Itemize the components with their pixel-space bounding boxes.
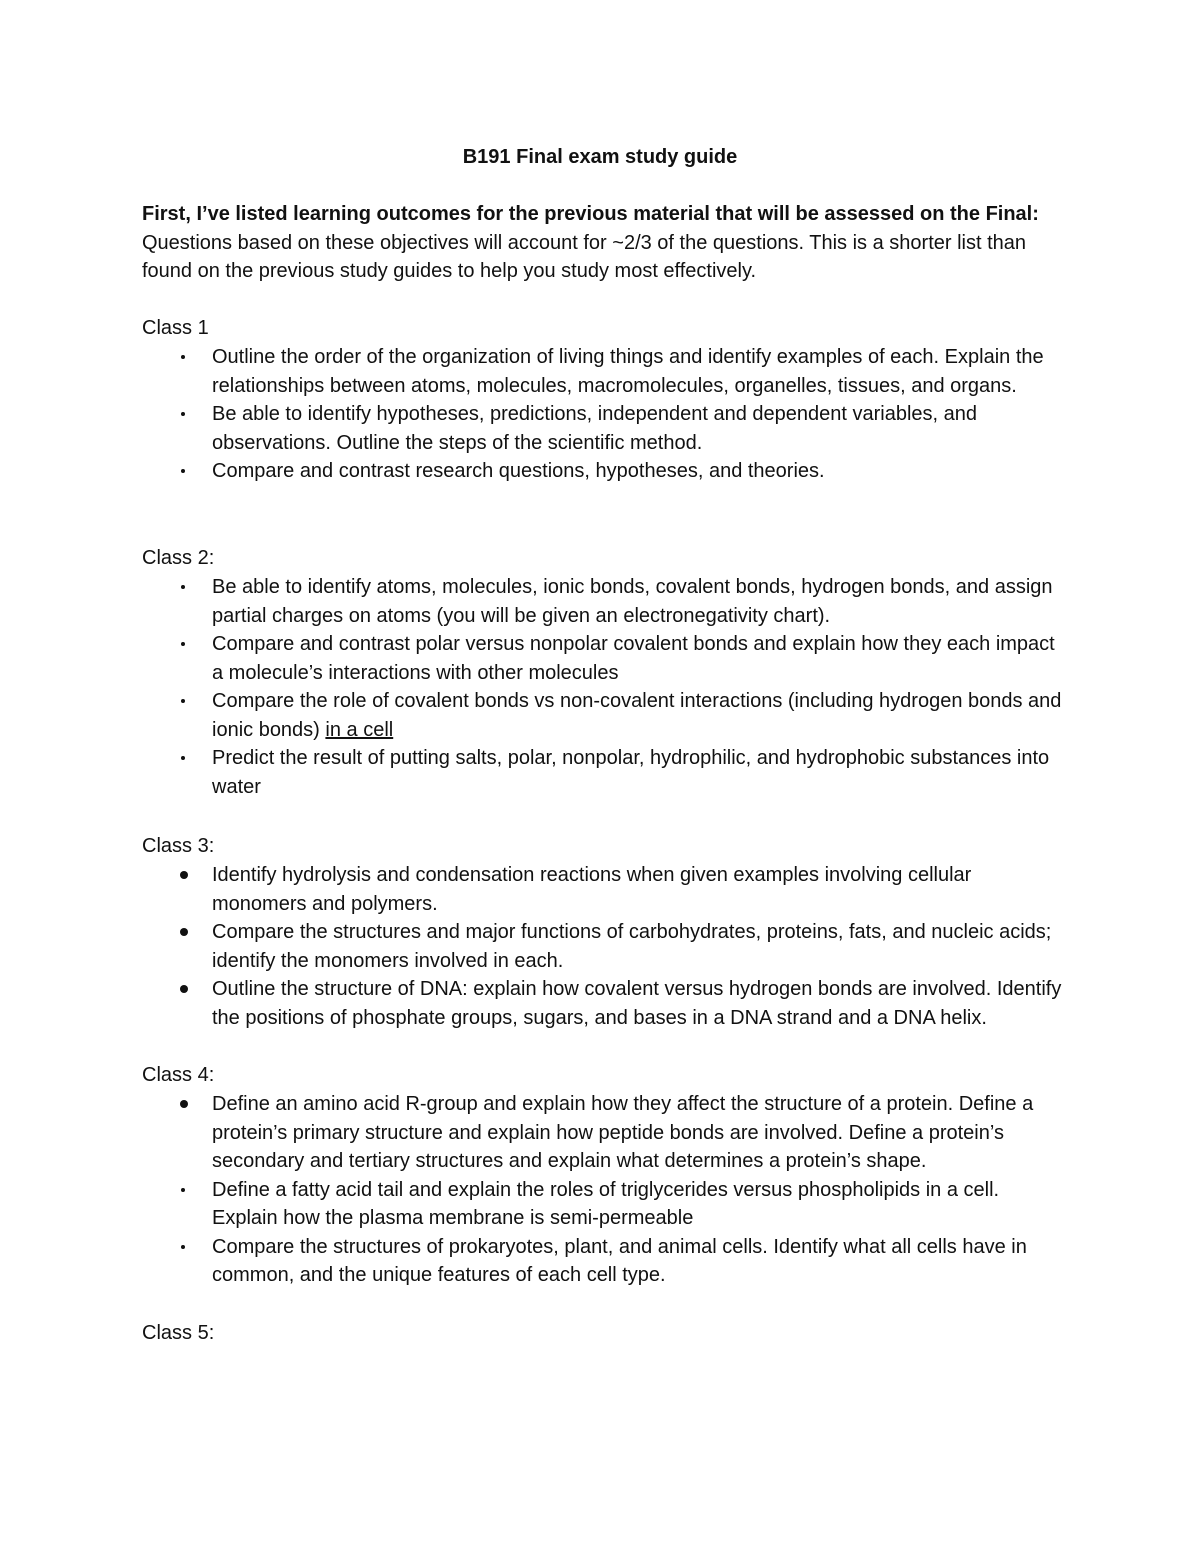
list-item	[142, 400, 1062, 457]
list-item	[142, 918, 1062, 975]
page-title: B191 Final exam study guide	[462, 146, 738, 168]
list-item	[142, 343, 1062, 400]
list-item	[142, 573, 1062, 630]
list-item	[142, 1090, 1062, 1176]
list-item-text: Outline the order of the organization of living things and identify examples of each. Explain the relationships between atoms, molecules, macromolecules, organelles, tissues, and organs.	[212, 346, 1044, 397]
list-item-text: Outline the structure of DNA: explain how covalent versus hydrogen bonds are involved. Identify the positions of phosphate groups, sugars, and bases in a DNA strand and a DNA helix.	[212, 978, 1062, 1029]
list-item	[142, 630, 1062, 687]
intro-text: Questions based on these objectives will account for ~2/3 of the questions. This is a shorter list than found on the previous study guides to help you study most effectively.	[142, 231, 1027, 282]
class-4-list	[142, 1090, 1062, 1290]
list-item-text: Predict the result of putting salts, polar, nonpolar, hydrophilic, and hydrophobic substances into water	[212, 747, 1050, 798]
list-item-text: Be able to identify hypotheses, predictions, independent and dependent variables, and observations. Outline the steps of the scientific method.	[212, 403, 977, 454]
class-3-heading: Class 3:	[142, 835, 215, 857]
list-item-text: Identify hydrolysis and condensation reactions when given examples involving cellular monomers and polymers.	[212, 864, 972, 915]
class-2-heading: Class 2:	[142, 547, 215, 569]
list-item	[142, 1233, 1062, 1290]
list-item-text: Compare the role of covalent bonds vs non-covalent interactions (including hydrogen bonds and ionic bonds)	[212, 690, 1062, 741]
class-1-list	[142, 343, 1062, 486]
class-5-heading: Class 5:	[142, 1322, 215, 1344]
underlined-text: in a cell	[325, 718, 394, 741]
list-item-text: Compare and contrast polar versus nonpolar covalent bonds and explain how they each impact a molecule’s interactions with other molecules	[212, 633, 1055, 684]
list-item	[142, 744, 1062, 801]
list-item	[142, 1176, 1062, 1233]
list-item-text: Compare the structures and major functions of carbohydrates, proteins, fats, and nucleic acids; identify the monomers involved in each.	[212, 921, 1052, 972]
list-item	[142, 861, 1062, 918]
class-4-heading: Class 4:	[142, 1064, 215, 1086]
class-1-heading: Class 1	[142, 317, 209, 339]
class-3-list	[142, 861, 1062, 1032]
intro-paragraph	[142, 200, 1072, 286]
list-item	[142, 687, 1062, 744]
list-item-text: Be able to identify atoms, molecules, ionic bonds, covalent bonds, hydrogen bonds, and assign partial charges on atoms (you will be given an electronegativity chart).	[212, 576, 1053, 627]
list-item	[142, 975, 1062, 1032]
class-2-list	[142, 573, 1062, 801]
intro-bold-text: First, I’ve listed learning outcomes for the previous material that will be assessed on the Final:	[142, 203, 1039, 225]
list-item-text: Define a fatty acid tail and explain the roles of triglycerides versus phospholipids in a cell. Explain how the plasma membrane is semi-permeable	[212, 1178, 1000, 1229]
list-item-text: Compare the structures of prokaryotes, plant, and animal cells. Identify what all cells have in common, and the unique features of each cell type.	[212, 1235, 1027, 1286]
list-item	[142, 457, 1062, 486]
list-item-text: Define an amino acid R-group and explain how they affect the structure of a protein. Define a protein’s primary structure and explain how peptide bonds are involved. Define a protein’s secondary and tertiary structures and explain what determines a protein’s shape.	[212, 1093, 1034, 1172]
list-item-text: Compare and contrast research questions, hypotheses, and theories.	[212, 460, 825, 482]
